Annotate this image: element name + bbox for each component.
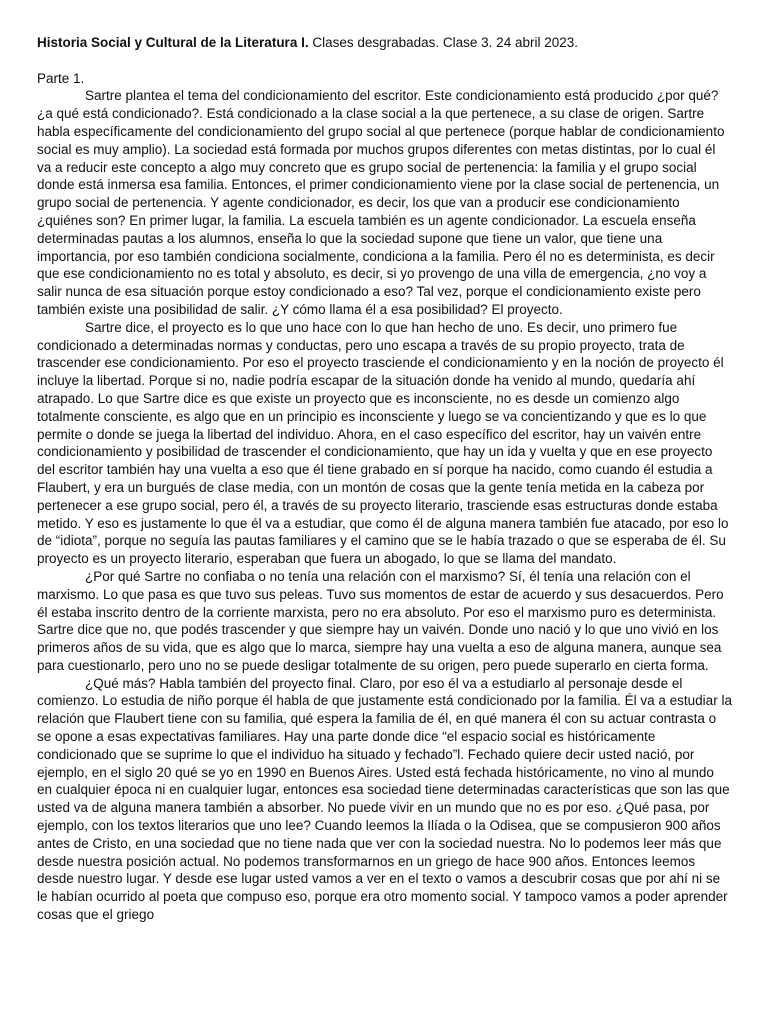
blank-line [37,52,732,70]
class-info: Clases desgrabadas. Clase 3. 24 abril 2023. [308,35,578,50]
part-label: Parte 1. [37,70,85,86]
paragraph: Sartre plantea el tema del condicionamiento del escritor. Este condicionamiento está producido ¿por qué?¿a qué está condicionado?. Está condicionado a la clase social a la que pertenece, a su clase de origen. Sartre habla específicamente del condicionamiento del grupo social al que pertenece (porque hablar de condicionamiento social es muy amplio). La sociedad está formada por muchos grupos diferentes con metas distintas, por lo cual él va a reducir este concepto a algo muy concreto que es grupo social de pertenencia: la familia y el grupo social donde está inmersa esa familia. Entonces, el primer condicionamiento viene por la clase social de pertenencia, un grupo social de pertenencia. Y agente condicionador, es decir, los que van a producir ese condicionamiento ¿quiénes son? En primer lugar, la familia. La escuela también es un agente condicionador. La escuela enseña determinadas pautas a los alumnos, enseña lo que la sociedad supone que tiene un valor, que tiene una importancia, por eso también condiciona socialmente, condiciona a la familia. Pero él no es determinista, es decir que ese condicionamiento no es total y absoluto, es decir, si yo provengo de una villa de emergencia, ¿no voy a salir nunca de esa situación porque estoy condicionado a eso? Tal vez, porque el condicionamiento existe pero también existe una posibilidad de salir. ¿Y cómo llama él a esa posibilidad? El proyecto. [37,88,725,317]
document-title [37,34,732,52]
paragraph: Sartre dice, el proyecto es lo que uno hace con lo que han hecho de uno. Es decir, uno primero fue condicionado a determinadas normas y conductas, pero uno escapa a través de su propio proyecto, trata de trascender ese condicionamiento. Por eso el proyecto trasciende el condicionamiento y en la noción de proyecto él incluye la libertad. Porque si no, nadie podría escapar de la situación donde ha venido al mundo, quedaría ahí atrapado. Lo que Sartre dice es que existe un proyecto que es inconsciente, no es desde un comienzo algo totalmente consciente, es algo que en un principio es inconsciente y luego se va concientizando y que es lo que permite o donde se juega la libertad del individuo. Ahora, en el caso específico del escritor, hay un vaivén entre condicionamiento y posibilidad de trascender el condicionamiento, que hay un ida y vuelta y que en ese proyecto del escritor también hay una vuelta a eso que él tiene grabado en sí porque ha nacido, como cuando él estudia a Flaubert, y era un burgués de clase media, con un montón de cosas que la gente tenía metida en la cabeza por pertenecer a ese grupo social, pero él, a través de su proyecto literario, trasciende esas estructuras donde estaba metido. Y eso es justamente lo que él va a estudiar, que como él de alguna manera también fue atacado, por eso lo de “idiota”, porque no seguía las pautas familiares y el camino que se le había trazado o que se esperaba de él. Su proyecto es un proyecto literario, esperaban que fuera un abogado, lo que se llama del mandato. [37,319,729,567]
document-body [37,34,732,924]
course-title: Historia Social y Cultural de la Literatura I. [37,35,309,50]
paragraph: ¿Por qué Sartre no confiaba o no tenía una relación con el marxismo? Sí, él tenía una relación con el marxismo. Lo que pasa es que tuvo sus peleas. Tuvo sus momentos de estar de acuerdo y sus desacuerdos. Pero él estaba inscrito dentro de la corriente marxista, pero no era absoluto. Por eso el marxismo puro es determinista. Sartre dice que no, que podés trascender y que siempre hay un vaivén. Donde uno nació y lo que uno vivió en los primeros años de su vida, que es algo que lo marca, siempre hay una vuelta a eso de alguna manera, aunque sea para cuestionarlo, pero uno no se puede desligar totalmente de su origen, pero puede superarlo en cierta forma. [37,568,724,673]
paragraph: ¿Qué más? Habla también del proyecto final. Claro, por eso él va a estudiarlo al personaje desde el comienzo. Lo estudia de niño porque él habla de que justamente está condicionado por la familia. Él va a estudiar la relación que Flaubert tiene con su familia, qué espera la familia de él, en qué manera él con su actuar contrasta o se opone a esas expectativas familiares. Hay una parte donde dice “el espacio social es históricamente condicionado que se suprime lo que el individuo ha situado y fechado”l. Fechado quiere decir usted nació, por ejemplo, en el siglo 20 qué se yo en 1990 en Buenos Aires. Usted está fechada históricamente, no vino al mundo en cualquier época ni en cualquier lugar, entonces esa sociedad tiene determinadas características que son las que usted va de alguna manera también a absorber. No puede vivir en un mundo que no es por eso. ¿Qué pasa, por ejemplo, con los textos literarios que uno lee? Cuando leemos la Ilíada o la Odisea, que se compusieron 900 años antes de Cristo, en una sociedad que no tiene nada que ver con la sociedad nuestra. No lo podemos leer más que desde nuestra posición actual. No podemos transformarnos en un griego de hace 900 años. Entonces leemos desde nuestro lugar. Y desde ese lugar usted vamos a ver en el texto o vamos a descubrir cosas que por ahí ni se le habían ocurrido al poeta que compuso eso, porque era otro momento social. Y tampoco vamos a poder aprender cosas que el griego [37,675,732,923]
